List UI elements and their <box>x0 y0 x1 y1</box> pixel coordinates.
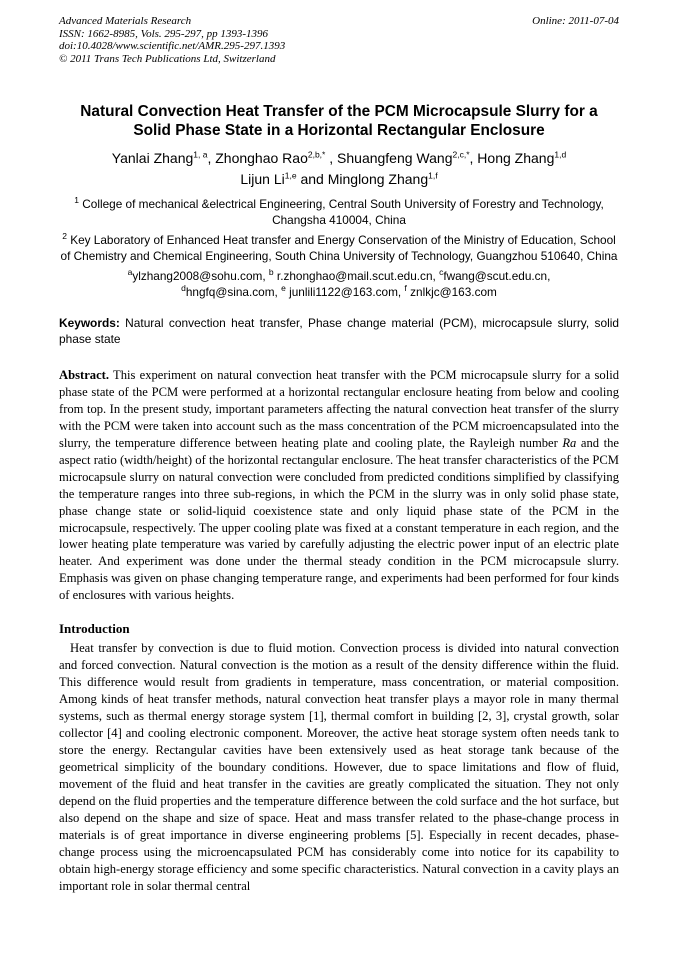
affiliation-mark: 2 <box>62 231 67 242</box>
journal-header <box>59 15 619 65</box>
paper-title <box>59 102 619 140</box>
affiliation-1 <box>59 197 619 228</box>
journal-issn-line: ISSN: 1662-8985, Vols. 295-297, pp 1393-1396 <box>59 27 268 40</box>
authors-line-2 <box>59 169 619 190</box>
journal-info <box>59 15 285 65</box>
email-mark: d <box>181 282 186 293</box>
author-emails <box>59 269 619 300</box>
author-affil-mark: 2,c,* <box>452 149 470 160</box>
keywords-label: Keywords: <box>59 316 120 331</box>
email-address: znlkjc@163.com <box>406 284 497 299</box>
journal-name: Advanced Materials Research <box>59 15 192 27</box>
journal-doi-line: doi:10.4028/www.scientific.net/AMR.295-297.1393 <box>59 40 286 53</box>
affiliation-2 <box>59 233 619 264</box>
introduction-heading: Introduction <box>59 621 130 637</box>
email-address: hngfq@sina.com, <box>185 284 282 299</box>
author-name: , Shuangfeng Wang <box>325 150 453 167</box>
affiliation-text: Key Laboratory of Enhanced Heat transfer and Energy Conservation of the Ministry of Education, School of Chemistry and Chemical Engineering, South China University of Technology, Guangzhou 510640, China <box>60 233 618 263</box>
email-mark: a <box>127 267 133 278</box>
author-name: Yanlai Zhang <box>111 150 194 167</box>
affiliation-mark: 1 <box>74 195 79 206</box>
author-name: and Minglong Zhang <box>296 171 429 188</box>
email-mark: b <box>268 267 274 278</box>
author-affil-mark: 1, a <box>193 149 208 160</box>
author-name: Lijun Li <box>240 171 285 188</box>
email-address: r.zhonghao@mail.scut.edu.cn, <box>273 269 440 284</box>
abstract-block <box>59 367 619 604</box>
author-name: , Hong Zhang <box>469 150 555 167</box>
journal-copyright-line: © 2011 Trans Tech Publications Ltd, Switzerland <box>59 52 276 65</box>
title-line-2: Solid Phase State in a Horizontal Rectangular Enclosure <box>133 122 545 140</box>
abstract-italic-ra: Ra <box>562 436 577 450</box>
author-name: , Zhonghao Rao <box>207 150 308 167</box>
title-line-1: Natural Convection Heat Transfer of the PCM Microcapsule Slurry for a <box>80 103 598 121</box>
author-affil-mark: 1,e <box>284 170 297 181</box>
email-address: ylzhang2008@sohu.com, <box>132 269 269 284</box>
online-date: Online: 2011-07-04 <box>532 15 619 27</box>
author-affil-mark: 1,d <box>554 149 567 160</box>
author-affil-mark: 2,b,* <box>307 149 326 160</box>
author-list <box>59 148 619 190</box>
email-address: fwang@scut.edu.cn, <box>443 269 551 284</box>
emails-line-1 <box>59 269 619 285</box>
introduction-paragraph: Heat transfer by convection is due to fluid motion. Convection process is divided into natural convection and forced convection. Natural convection is the motion as a result of the density difference within the fluid. This difference would result from gradients in temperature, mass concentration, or material composition. Among kinds of heat transfer methods, natural convection heat transfer plays a mayor role in many thermal systems, such as thermal energy storage system [1], thermal comfort in building [2, 3], crystal growth, solar collector [4] and cooling electronic component. Moreover, the active heat storage system often needs tank to store the energy. Rectangular cavities have been extensively used as heat storage tank because of the geometrical simplicity of the boundary conditions. However, due to space limitations and flow of fluid, movement of the fluid and heat transfer in the cavities are greatly complicated the situation. They not only depend on the fluid properties and the temperature difference between the cold surface and the hot surface, but also depend on the shape and size of space. Heat and mass transfer related to the phase-change process in materials is of great importance in diverse engineering problems [5]. Especially in recent decades, phase-change process using the microencapsulated PCM has considerably come into notice for its capability to obtain high-energy storage efficiency and some specific characteristics. Natural convection in a cavity plays an important role in solar thermal central <box>59 641 619 894</box>
author-affil-mark: 1,f <box>428 170 438 181</box>
email-mark: f <box>404 282 407 293</box>
keywords-block <box>59 315 619 347</box>
abstract-text-1: This experiment on natural convection heat transfer with the PCM microcapsule slurry for a solid phase state of the PCM were performed at a horizontal rectangular enclosure heating from below and cooling from top. In the present study, important parameters affecting the natural convection heat transfer of the slurry with the PCM were taken into account such as the mass concentration of the PCM microencapsulated into the slurry, the temperature difference between heating plate and cooling plate, the Rayleigh number <box>59 368 619 450</box>
abstract-label: Abstract. <box>59 368 110 383</box>
authors-line-1 <box>59 148 619 169</box>
emails-line-2 <box>59 282 619 301</box>
email-address: junlili1122@163.com, <box>285 284 405 299</box>
keywords-text: Natural convection heat transfer, Phase change material (PCM), microcapsule slurry, solid phase state <box>59 316 619 347</box>
affiliation-text: College of mechanical &electrical Engineering, Central South University of Forestry and Technology, Changsha 410004, China <box>78 197 604 227</box>
email-mark: c <box>439 267 444 278</box>
abstract-text-2: and the aspect ratio (width/height) of the horizontal rectangular enclosure. The heat transfer characteristics of the PCM microcapsule slurry on natural convection were concluded from predicted conditions simplified by classifying the temperature ranges into three sub-regions, in which the PCM in the slurry was in only solid phase state, phase change state or solid-liquid coexistence state and only liquid phase state of the PCM in the microcapsule, respectively. The upper cooling plate was fixed at a constant temperature in each region, and the lower heating plate temperature was varied by carefully adjusting the electric power input of an electric plate heater. And experiment was done under the thermal steady condition in the PCM microcapsule slurry. Emphasis was given on phase changing temperature range, and experiments had been performed for four kinds of enclosures with various heights. <box>59 436 619 603</box>
email-mark: e <box>281 282 286 293</box>
